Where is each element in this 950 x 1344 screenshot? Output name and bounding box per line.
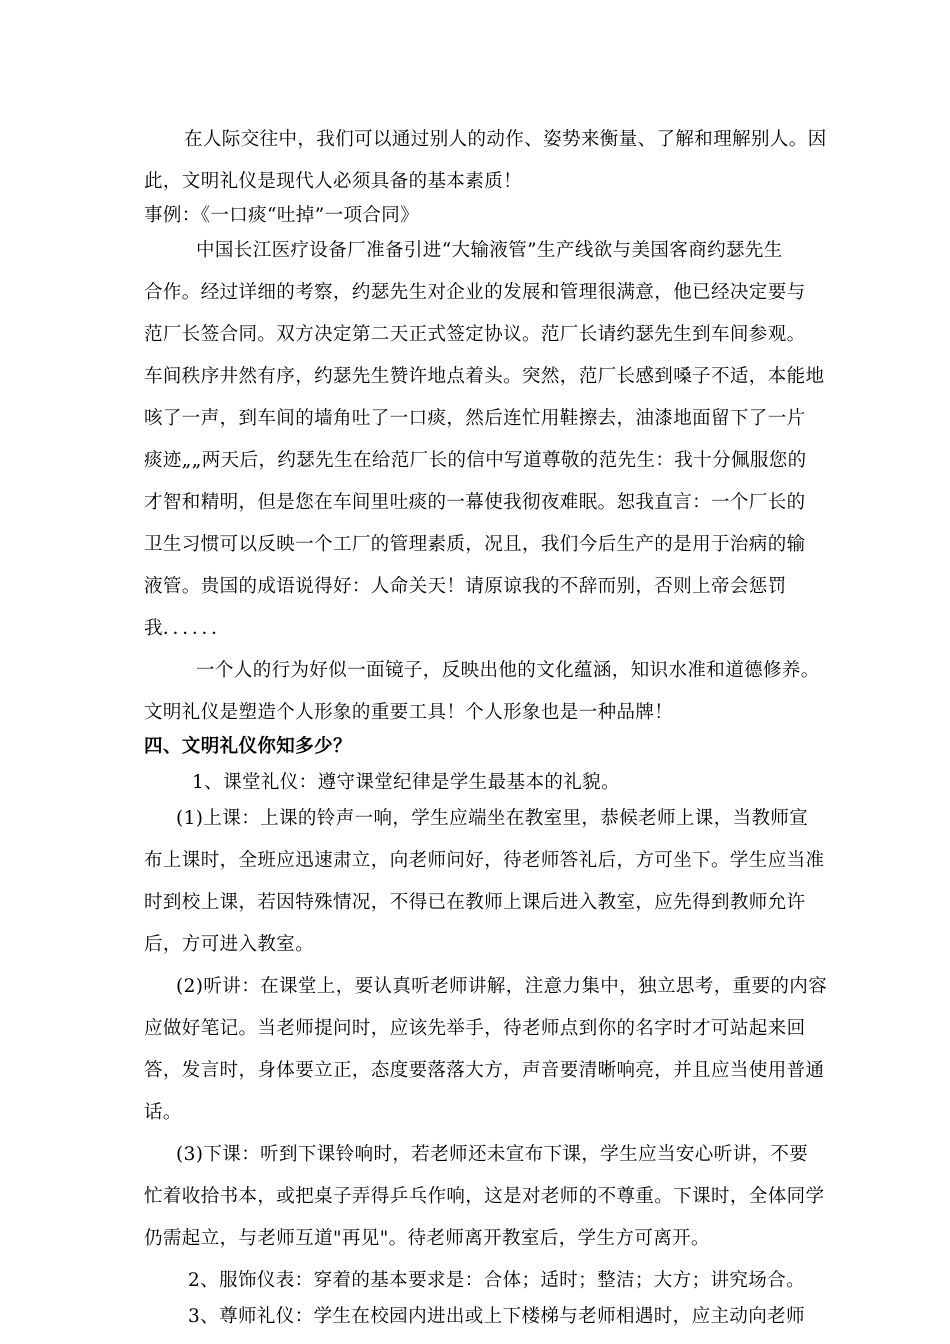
list-item: 2、服饰仪表：穿着的基本要求是：合体；适时；整洁；大方；讲究场合。 [188, 1270, 805, 1291]
text-line: 范厂长签合同。双方决定第二天正式签定协议。范厂长请约瑟先生到车间参观。 [144, 324, 806, 345]
text-line: 合作。经过详细的考察，约瑟先生对企业的发展和管理很满意，他已经决定要与 [144, 282, 806, 303]
text-line: (1)上课：上课的铃声一响，学生应端坐在教室里，恭候老师上课，当教师宣 [176, 808, 809, 829]
text-line: 话。 [144, 1102, 182, 1123]
text-line: 文明礼仪是塑造个人形象的重要工具！个人形象也是一种品牌！ [144, 702, 674, 723]
example-title: 事例：《一口痰“吐掉”一项合同》 [144, 205, 420, 226]
text-line: 我．．．．．． [144, 618, 231, 639]
text-line: 中国长江医疗设备厂准备引进“大输液管”生产线欲与美国客商约瑟先生 [196, 240, 783, 261]
text-line: 一个人的行为好似一面镜子，反映出他的文化蕴涵，知识水准和道德修养。 [196, 660, 820, 681]
text-line: 液管。贵国的成语说得好：人命关天！请原谅我的不辞而别，否则上帝会惩罚 [144, 576, 787, 597]
text-line: 仍需起立，与老师互道"再见"。待老师离开教室后，学生方可离开。 [144, 1228, 710, 1249]
section-heading: 四、文明礼仪你知多少？ [144, 736, 352, 757]
text-line: 痰迹„„两天后，约瑟先生在给范厂长的信中写道尊敬的范先生：我十分佩服您的 [144, 450, 807, 471]
text-line: (3)下课：听到下课铃响时，若老师还未宣布下课，学生应当安心听讲，不要 [176, 1144, 809, 1165]
text-line: 后，方可进入教室。 [144, 934, 315, 955]
text-line: 应做好笔记。当老师提问时，应该先举手，待老师点到你的名字时才可站起来回 [144, 1018, 806, 1039]
text-line: 在人际交往中，我们可以通过别人的动作、姿势来衡量、了解和理解别人。因 [184, 129, 827, 150]
text-line: 答，发言时，身体要立正，态度要落落大方，声音要清晰响亮，并且应当使用普通 [144, 1060, 825, 1081]
text-line: (2)听讲：在课堂上，要认真听老师讲解，注意力集中，独立思考，重要的内容 [176, 976, 828, 997]
text-line: 车间秩序井然有序，约瑟先生赞许地点着头。突然，范厂长感到嗓子不适，本能地 [144, 366, 825, 387]
list-item: 3、尊师礼仪：学生在校园内进出或上下楼梯与老师相遇时，应主动向老师 [188, 1306, 805, 1327]
text-line: 才智和精明，但是您在车间里吐痰的一幕使我彻夜难眠。恕我直言：一个厂长的 [144, 492, 806, 513]
text-line: 布上课时，全班应迅速肃立，向老师问好，待老师答礼后，方可坐下。学生应当准 [144, 850, 825, 871]
list-item: 1、课堂礼仪：遵守课堂纪律是学生最基本的礼貌。 [192, 772, 620, 793]
text-line: 时到校上课，若因特殊情况，不得已在教师上课后进入教室，应先得到教师允许 [144, 892, 806, 913]
text-line: 忙着收拾书本，或把桌子弄得乒乓作响，这是对老师的不尊重。下课时，全体同学 [144, 1186, 825, 1207]
text-line: 咳了一声，到车间的墙角吐了一口痰，然后连忙用鞋擦去，油漆地面留下了一片 [144, 408, 806, 429]
text-line: 卫生习惯可以反映一个工厂的管理素质，况且，我们今后生产的是用于治病的输 [144, 534, 806, 555]
text-line: 此，文明礼仪是现代人必须具备的基本素质！ [144, 171, 523, 192]
